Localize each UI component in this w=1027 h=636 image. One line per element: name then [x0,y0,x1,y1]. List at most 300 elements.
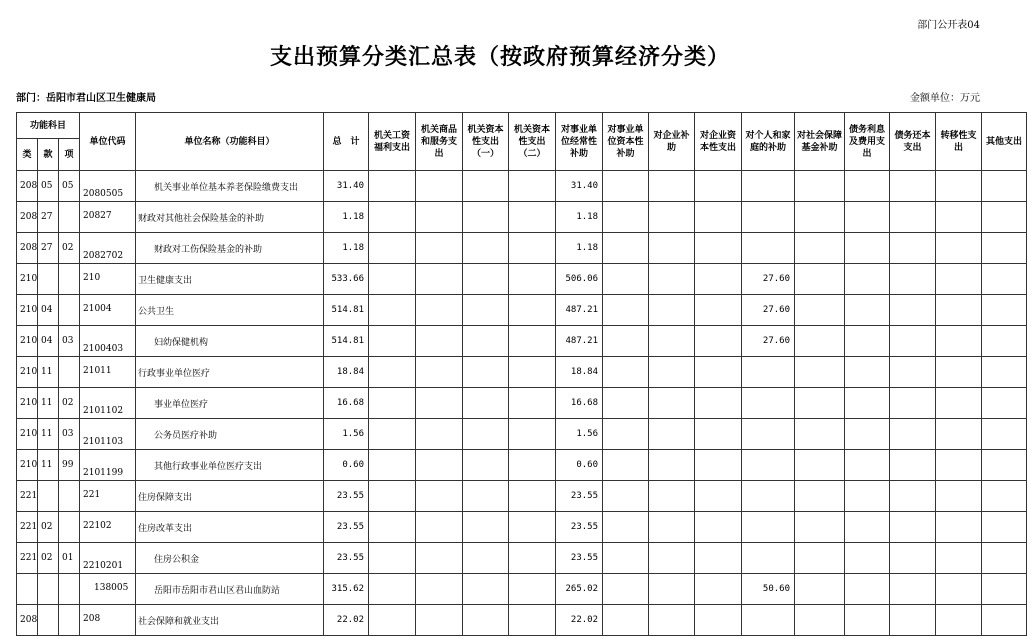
table-row [17,388,1027,419]
amount-cell [795,574,845,605]
lei-header: 类 [17,139,38,171]
amount-cell [695,450,742,481]
amount-cell [936,574,982,605]
kuan-cell: 05 [38,171,59,202]
amount-cell [416,264,463,295]
amount-cell [369,295,416,326]
amount-cell [463,264,509,295]
amount-cell [936,419,982,450]
total-cell: 22.02 [324,605,369,636]
amount-cell [845,388,890,419]
total-cell: 0.60 [324,450,369,481]
amount-cell [509,233,556,264]
table-row [17,202,1027,233]
amount-cell [742,388,795,419]
amount-cell [982,419,1027,450]
amount-cell [509,543,556,574]
table-body [17,171,1027,636]
amount-cell [845,419,890,450]
amount-cell [936,264,982,295]
unit-name-cell: 住房改革支出 [136,512,324,543]
amount-cell: 50.60 [742,574,795,605]
amount-cell: 27.60 [742,264,795,295]
amount-cell [695,481,742,512]
amount-cell [845,264,890,295]
amount-cell [890,264,936,295]
amount-cell [982,357,1027,388]
amount-cell [369,326,416,357]
col-header: 对企业资本性支出 [695,113,742,171]
amount-cell [416,357,463,388]
amount-cell [463,202,509,233]
amount-cell [416,450,463,481]
amount-cell [603,450,649,481]
unit-code-cell: 21011 [80,357,136,388]
kuan-cell: 27 [38,233,59,264]
amount-cell: 1.18 [556,202,603,233]
amount-cell: 265.02 [556,574,603,605]
amount-cell [649,512,695,543]
amount-cell [509,419,556,450]
amount-cell [890,605,936,636]
amount-cell [463,450,509,481]
amount-cell [936,605,982,636]
amount-cell [795,481,845,512]
amount-cell [509,388,556,419]
table-row [17,450,1027,481]
amount-cell [695,233,742,264]
lei-cell: 210 [17,357,38,388]
unit-code-cell: 2100403 [80,326,136,357]
total-cell: 1.18 [324,202,369,233]
col-header: 机关工资福利支出 [369,113,416,171]
amount-cell [509,326,556,357]
amount-cell [982,264,1027,295]
amount-cell [845,233,890,264]
amount-cell: 18.84 [556,357,603,388]
amount-cell [845,326,890,357]
total-cell: 315.62 [324,574,369,605]
xiang-cell [59,605,80,636]
amount-cell [416,605,463,636]
amount-cell [463,171,509,202]
amount-cell [603,357,649,388]
amount-cell [795,326,845,357]
kuan-cell: 11 [38,450,59,481]
amount-cell [649,450,695,481]
unit-name-cell: 卫生健康支出 [136,264,324,295]
amount-cell [649,264,695,295]
amount-cell [369,419,416,450]
amount-cell [603,605,649,636]
amount-cell [890,202,936,233]
amount-cell [369,357,416,388]
unit-name-cell: 财政对工伤保险基金的补助 [136,233,324,264]
func-subject-header: 功能科目 [17,113,80,139]
amount-cell [416,171,463,202]
unit-code-cell: 22102 [80,512,136,543]
amount-cell [649,326,695,357]
amount-cell [742,450,795,481]
amount-cell [982,171,1027,202]
budget-table [16,112,1027,636]
kuan-cell [38,574,59,605]
table-row [17,171,1027,202]
unit-label: 金额单位：万元 [910,93,980,104]
amount-cell [369,171,416,202]
xiang-cell [59,512,80,543]
lei-cell: 210 [17,295,38,326]
amount-cell [890,574,936,605]
amount-cell [695,543,742,574]
amount-cell [509,574,556,605]
col-header: 债务利息及费用支出 [845,113,890,171]
unit-code-cell: 2082702 [80,233,136,264]
total-cell: 31.40 [324,171,369,202]
amount-cell: 22.02 [556,605,603,636]
amount-cell [416,481,463,512]
amount-cell [416,512,463,543]
kuan-cell [38,264,59,295]
xiang-cell: 01 [59,543,80,574]
xiang-cell [59,481,80,512]
amount-cell [795,605,845,636]
table-row [17,295,1027,326]
amount-cell [890,419,936,450]
unit-code-cell: 2210201 [80,543,136,574]
amount-cell [649,171,695,202]
amount-cell [509,605,556,636]
unit-name-cell: 住房公积金 [136,543,324,574]
unit-code-cell: 221 [80,481,136,512]
xiang-cell [59,295,80,326]
amount-cell [890,388,936,419]
amount-cell [509,202,556,233]
amount-cell [695,357,742,388]
amount-cell [795,295,845,326]
amount-cell [416,326,463,357]
amount-cell [509,171,556,202]
amount-cell [416,233,463,264]
amount-cell [695,512,742,543]
amount-cell [795,419,845,450]
xiang-cell [59,574,80,605]
table-row [17,326,1027,357]
unit-code-cell: 2101199 [80,450,136,481]
amount-cell [936,512,982,543]
xiang-header: 项 [59,139,80,171]
amount-cell [603,295,649,326]
amount-cell [890,326,936,357]
amount-cell [795,388,845,419]
amount-cell [742,512,795,543]
kuan-cell [38,481,59,512]
amount-cell [463,295,509,326]
amount-cell: 16.68 [556,388,603,419]
amount-cell [603,233,649,264]
amount-cell [416,295,463,326]
amount-cell [936,295,982,326]
amount-cell [982,388,1027,419]
amount-cell [463,233,509,264]
amount-cell [369,388,416,419]
amount-cell [982,512,1027,543]
table-row [17,419,1027,450]
amount-cell [509,481,556,512]
total-cell: 1.56 [324,419,369,450]
amount-cell [795,233,845,264]
col-header: 对事业单位资本性补助 [603,113,649,171]
amount-cell [936,450,982,481]
unit-code-cell: 21004 [80,295,136,326]
unit-name-cell: 岳阳市岳阳市君山区君山血防站 [136,574,324,605]
unit-code-cell: 2080505 [80,171,136,202]
total-cell: 23.55 [324,512,369,543]
amount-cell [416,574,463,605]
amount-cell [695,295,742,326]
total-header: 总 计 [324,113,369,171]
total-cell: 514.81 [324,295,369,326]
xiang-cell: 03 [59,326,80,357]
amount-cell [795,512,845,543]
amount-cell [649,202,695,233]
amount-cell [742,419,795,450]
amount-cell: 1.18 [556,233,603,264]
amount-cell [649,574,695,605]
unit-name-cell: 其他行政事业单位医疗支出 [136,450,324,481]
kuan-cell: 02 [38,543,59,574]
amount-cell [649,605,695,636]
amount-cell [416,202,463,233]
amount-cell [649,481,695,512]
col-header: 机关商品和服务支出 [416,113,463,171]
amount-cell [936,171,982,202]
amount-cell [936,326,982,357]
lei-cell: 210 [17,264,38,295]
amount-cell [649,357,695,388]
amount-cell [890,450,936,481]
total-cell: 514.81 [324,326,369,357]
amount-cell [695,326,742,357]
unit-name-cell: 财政对其他社会保险基金的补助 [136,202,324,233]
lei-cell: 210 [17,450,38,481]
amount-cell [463,512,509,543]
amount-cell [603,574,649,605]
xiang-cell: 05 [59,171,80,202]
unit-code-cell: 20827 [80,202,136,233]
amount-cell [649,388,695,419]
col-header: 对社会保障基金补助 [795,113,845,171]
kuan-cell: 11 [38,388,59,419]
total-cell: 23.55 [324,481,369,512]
amount-cell [795,202,845,233]
amount-cell [982,202,1027,233]
amount-cell [890,233,936,264]
xiang-cell: 02 [59,388,80,419]
unit-name-cell: 妇幼保健机构 [136,326,324,357]
unit-name-cell: 机关事业单位基本养老保险缴费支出 [136,171,324,202]
lei-cell: 210 [17,388,38,419]
lei-cell: 221 [17,512,38,543]
amount-cell [982,481,1027,512]
amount-cell [649,419,695,450]
amount-cell: 487.21 [556,326,603,357]
amount-cell [603,388,649,419]
amount-cell [742,481,795,512]
amount-cell: 1.56 [556,419,603,450]
amount-cell [649,543,695,574]
amount-cell [463,481,509,512]
amount-cell [890,357,936,388]
amount-cell [982,543,1027,574]
page-title: 支出预算分类汇总表（按政府预算经济分类） [269,45,730,70]
amount-cell [742,233,795,264]
amount-cell [742,357,795,388]
unit-name-header: 单位名称（功能科目） [136,113,324,171]
amount-cell [982,295,1027,326]
amount-cell [603,481,649,512]
amount-cell [845,171,890,202]
lei-cell: 208 [17,171,38,202]
lei-cell: 208 [17,605,38,636]
amount-cell [936,233,982,264]
amount-cell [742,543,795,574]
amount-cell: 27.60 [742,295,795,326]
amount-cell [509,512,556,543]
table-row [17,605,1027,636]
unit-name-cell: 事业单位医疗 [136,388,324,419]
total-cell: 1.18 [324,233,369,264]
amount-cell [369,233,416,264]
unit-name-cell: 公共卫生 [136,295,324,326]
kuan-cell: 27 [38,202,59,233]
amount-cell [845,574,890,605]
lei-cell: 208 [17,233,38,264]
lei-cell: 221 [17,543,38,574]
unit-code-cell: 2101103 [80,419,136,450]
col-header: 债务还本支出 [890,113,936,171]
unit-name-cell: 社会保障和就业支出 [136,605,324,636]
amount-cell [742,171,795,202]
total-cell: 16.68 [324,388,369,419]
lei-cell [17,574,38,605]
col-header: 其他支出 [982,113,1027,171]
amount-cell [890,512,936,543]
kuan-cell: 02 [38,512,59,543]
amount-cell [369,605,416,636]
col-header: 转移性支出 [936,113,982,171]
kuan-cell: 04 [38,326,59,357]
xiang-cell [59,357,80,388]
amount-cell: 31.40 [556,171,603,202]
xiang-cell [59,264,80,295]
amount-cell [509,450,556,481]
xiang-cell: 02 [59,233,80,264]
amount-cell: 487.21 [556,295,603,326]
amount-cell [795,450,845,481]
amount-cell [649,295,695,326]
amount-cell [936,481,982,512]
amount-cell [845,202,890,233]
table-row [17,512,1027,543]
amount-cell [463,388,509,419]
kuan-cell: 04 [38,295,59,326]
amount-cell [795,171,845,202]
xiang-cell [59,202,80,233]
amount-cell [982,326,1027,357]
amount-cell [982,450,1027,481]
amount-cell [845,481,890,512]
kuan-header: 款 [38,139,59,171]
amount-cell [369,450,416,481]
amount-cell: 23.55 [556,512,603,543]
amount-cell: 23.55 [556,481,603,512]
department-label: 部门：岳阳市君山区卫生健康局 [16,93,156,104]
amount-cell [603,264,649,295]
amount-cell [890,295,936,326]
amount-cell [369,264,416,295]
amount-cell [463,357,509,388]
amount-cell [845,357,890,388]
amount-cell [795,543,845,574]
amount-cell [890,171,936,202]
amount-cell [416,388,463,419]
amount-cell: 506.06 [556,264,603,295]
amount-cell [845,512,890,543]
amount-cell [982,233,1027,264]
amount-cell [845,543,890,574]
amount-cell [795,264,845,295]
table-row [17,481,1027,512]
xiang-cell: 03 [59,419,80,450]
amount-cell [369,574,416,605]
amount-cell [369,202,416,233]
unit-code-cell: 208 [80,605,136,636]
lei-cell: 210 [17,419,38,450]
amount-cell: 23.55 [556,543,603,574]
amount-cell [463,574,509,605]
amount-cell [795,357,845,388]
amount-cell [649,233,695,264]
table-row [17,543,1027,574]
unit-code-cell: 2101102 [80,388,136,419]
unit-code-cell: 138005 [80,574,136,605]
amount-cell [509,264,556,295]
unit-name-cell: 住房保障支出 [136,481,324,512]
kuan-cell: 11 [38,357,59,388]
table-row [17,357,1027,388]
unit-code-cell: 210 [80,264,136,295]
total-cell: 23.55 [324,543,369,574]
lei-cell: 221 [17,481,38,512]
col-header: 对个人和家庭的补助 [742,113,795,171]
amount-cell [369,543,416,574]
amount-cell [982,605,1027,636]
total-cell: 18.84 [324,357,369,388]
lei-cell: 210 [17,326,38,357]
xiang-cell: 99 [59,450,80,481]
amount-cell [982,574,1027,605]
amount-cell [936,543,982,574]
total-cell: 533.66 [324,264,369,295]
amount-cell [936,388,982,419]
amount-cell [695,264,742,295]
lei-cell: 208 [17,202,38,233]
amount-cell [463,419,509,450]
amount-cell [603,543,649,574]
amount-cell [936,357,982,388]
amount-cell: 27.60 [742,326,795,357]
